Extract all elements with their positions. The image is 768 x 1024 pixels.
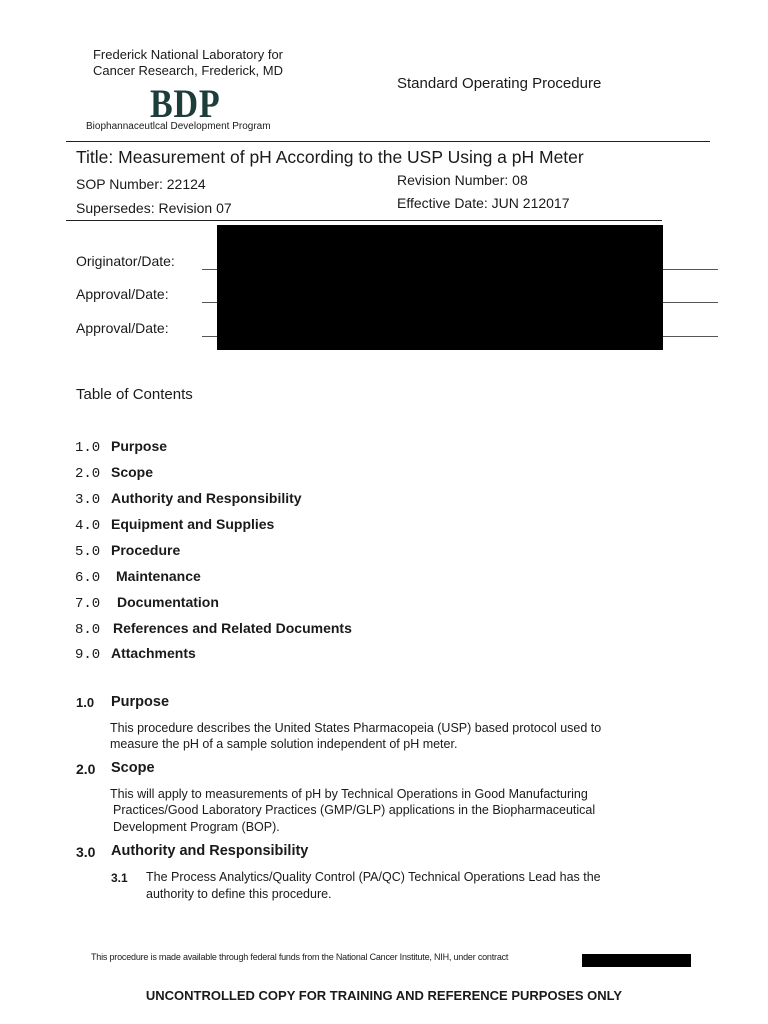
toc-item-label: Procedure [111, 542, 181, 558]
toc-item-number: 7.0 [75, 596, 101, 612]
toc-item [75, 516, 274, 534]
section-title-authority: Authority and Responsibility [111, 843, 309, 859]
approval-label-1: Approval/Date: [76, 286, 169, 302]
subsection-number: 3.1 [111, 871, 128, 885]
toc-item [75, 438, 167, 456]
section-title-scope: Scope [111, 760, 155, 776]
purpose-text-line2: measure the pH of a sample solution independent of pH meter. [110, 737, 458, 751]
org-name-line1: Frederick National Laboratory for [92, 47, 284, 62]
toc-heading: Table of Contents [76, 386, 193, 403]
toc-item-label: References and Related Documents [113, 620, 352, 636]
toc-item-label: Documentation [117, 594, 219, 610]
toc-item-number: 2.0 [75, 466, 101, 482]
toc-item [75, 464, 153, 482]
scope-text-line2: Practices/Good Laboratory Practices (GMP/GLP) applications in the Biopharmaceutical [113, 803, 596, 817]
toc-item-number: 6.0 [75, 570, 101, 586]
toc-item-label: Equipment and Supplies [111, 516, 275, 532]
sop-number: SOP Number: 22124 [76, 176, 206, 192]
originator-label: Originator/Date: [76, 253, 175, 269]
revision-number: Revision Number: 08 [397, 172, 528, 188]
contract-redaction [582, 954, 691, 967]
toc-item [75, 594, 219, 612]
toc-item-number: 1.0 [75, 440, 101, 456]
document-type: Standard Operating Procedure [397, 75, 602, 92]
toc-item-label: Authority and Responsibility [111, 490, 302, 506]
document-title: Title: Measurement of pH According to the USP Using a pH Meter [76, 147, 584, 167]
authority-text-line1: The Process Analytics/Quality Control (PA/QC) Technical Operations Lead has the [146, 870, 601, 884]
toc-item-label: Purpose [111, 438, 168, 454]
purpose-text-line1: This procedure describes the United States Pharmacopeia (USP) based protocol used to [110, 721, 602, 735]
approval-label-2: Approval/Date: [76, 320, 169, 336]
org-name-line2: Cancer Research, Frederick, MD [93, 63, 283, 78]
toc-item-number: 9.0 [75, 647, 101, 663]
funding-note: This procedure is made available through federal funds from the National Cancer Institute, NIH, under contract [91, 952, 509, 962]
toc-item-label: Maintenance [116, 568, 201, 584]
uncontrolled-copy-notice: UNCONTROLLED COPY FOR TRAINING AND REFERENCE PURPOSES ONLY [145, 988, 623, 1003]
effective-date: Effective Date: JUN 212017 [397, 195, 570, 211]
toc-item-number: 8.0 [75, 622, 101, 638]
authority-text-line2: authority to define this procedure. [146, 887, 332, 901]
toc-item-number: 5.0 [75, 544, 101, 560]
section-number-scope: 2.0 [76, 761, 96, 777]
toc-item-number: 3.0 [75, 492, 101, 508]
meta-divider [66, 220, 662, 221]
toc-item-label: Attachments [111, 645, 196, 661]
toc-item [75, 490, 302, 508]
toc-item [75, 568, 201, 586]
program-name: Biophannaceutlcal Development Program [86, 121, 271, 132]
toc-item [75, 645, 196, 663]
redaction-block [217, 225, 663, 350]
bdp-logo: BDP [150, 81, 221, 126]
section-number-authority: 3.0 [76, 844, 96, 860]
section-number-purpose: 1.0 [76, 695, 95, 710]
scope-text-line1: This will apply to measurements of pH by Technical Operations in Good Manufacturing [110, 787, 588, 801]
toc-item [75, 620, 352, 638]
supersedes: Supersedes: Revision 07 [76, 200, 232, 216]
header-divider [66, 141, 710, 142]
toc-item [75, 542, 180, 560]
section-title-purpose: Purpose [111, 694, 170, 710]
scope-text-line3: Development Program (BOP). [113, 820, 280, 834]
toc-item-label: Scope [111, 464, 154, 480]
toc-item-number: 4.0 [75, 518, 101, 534]
